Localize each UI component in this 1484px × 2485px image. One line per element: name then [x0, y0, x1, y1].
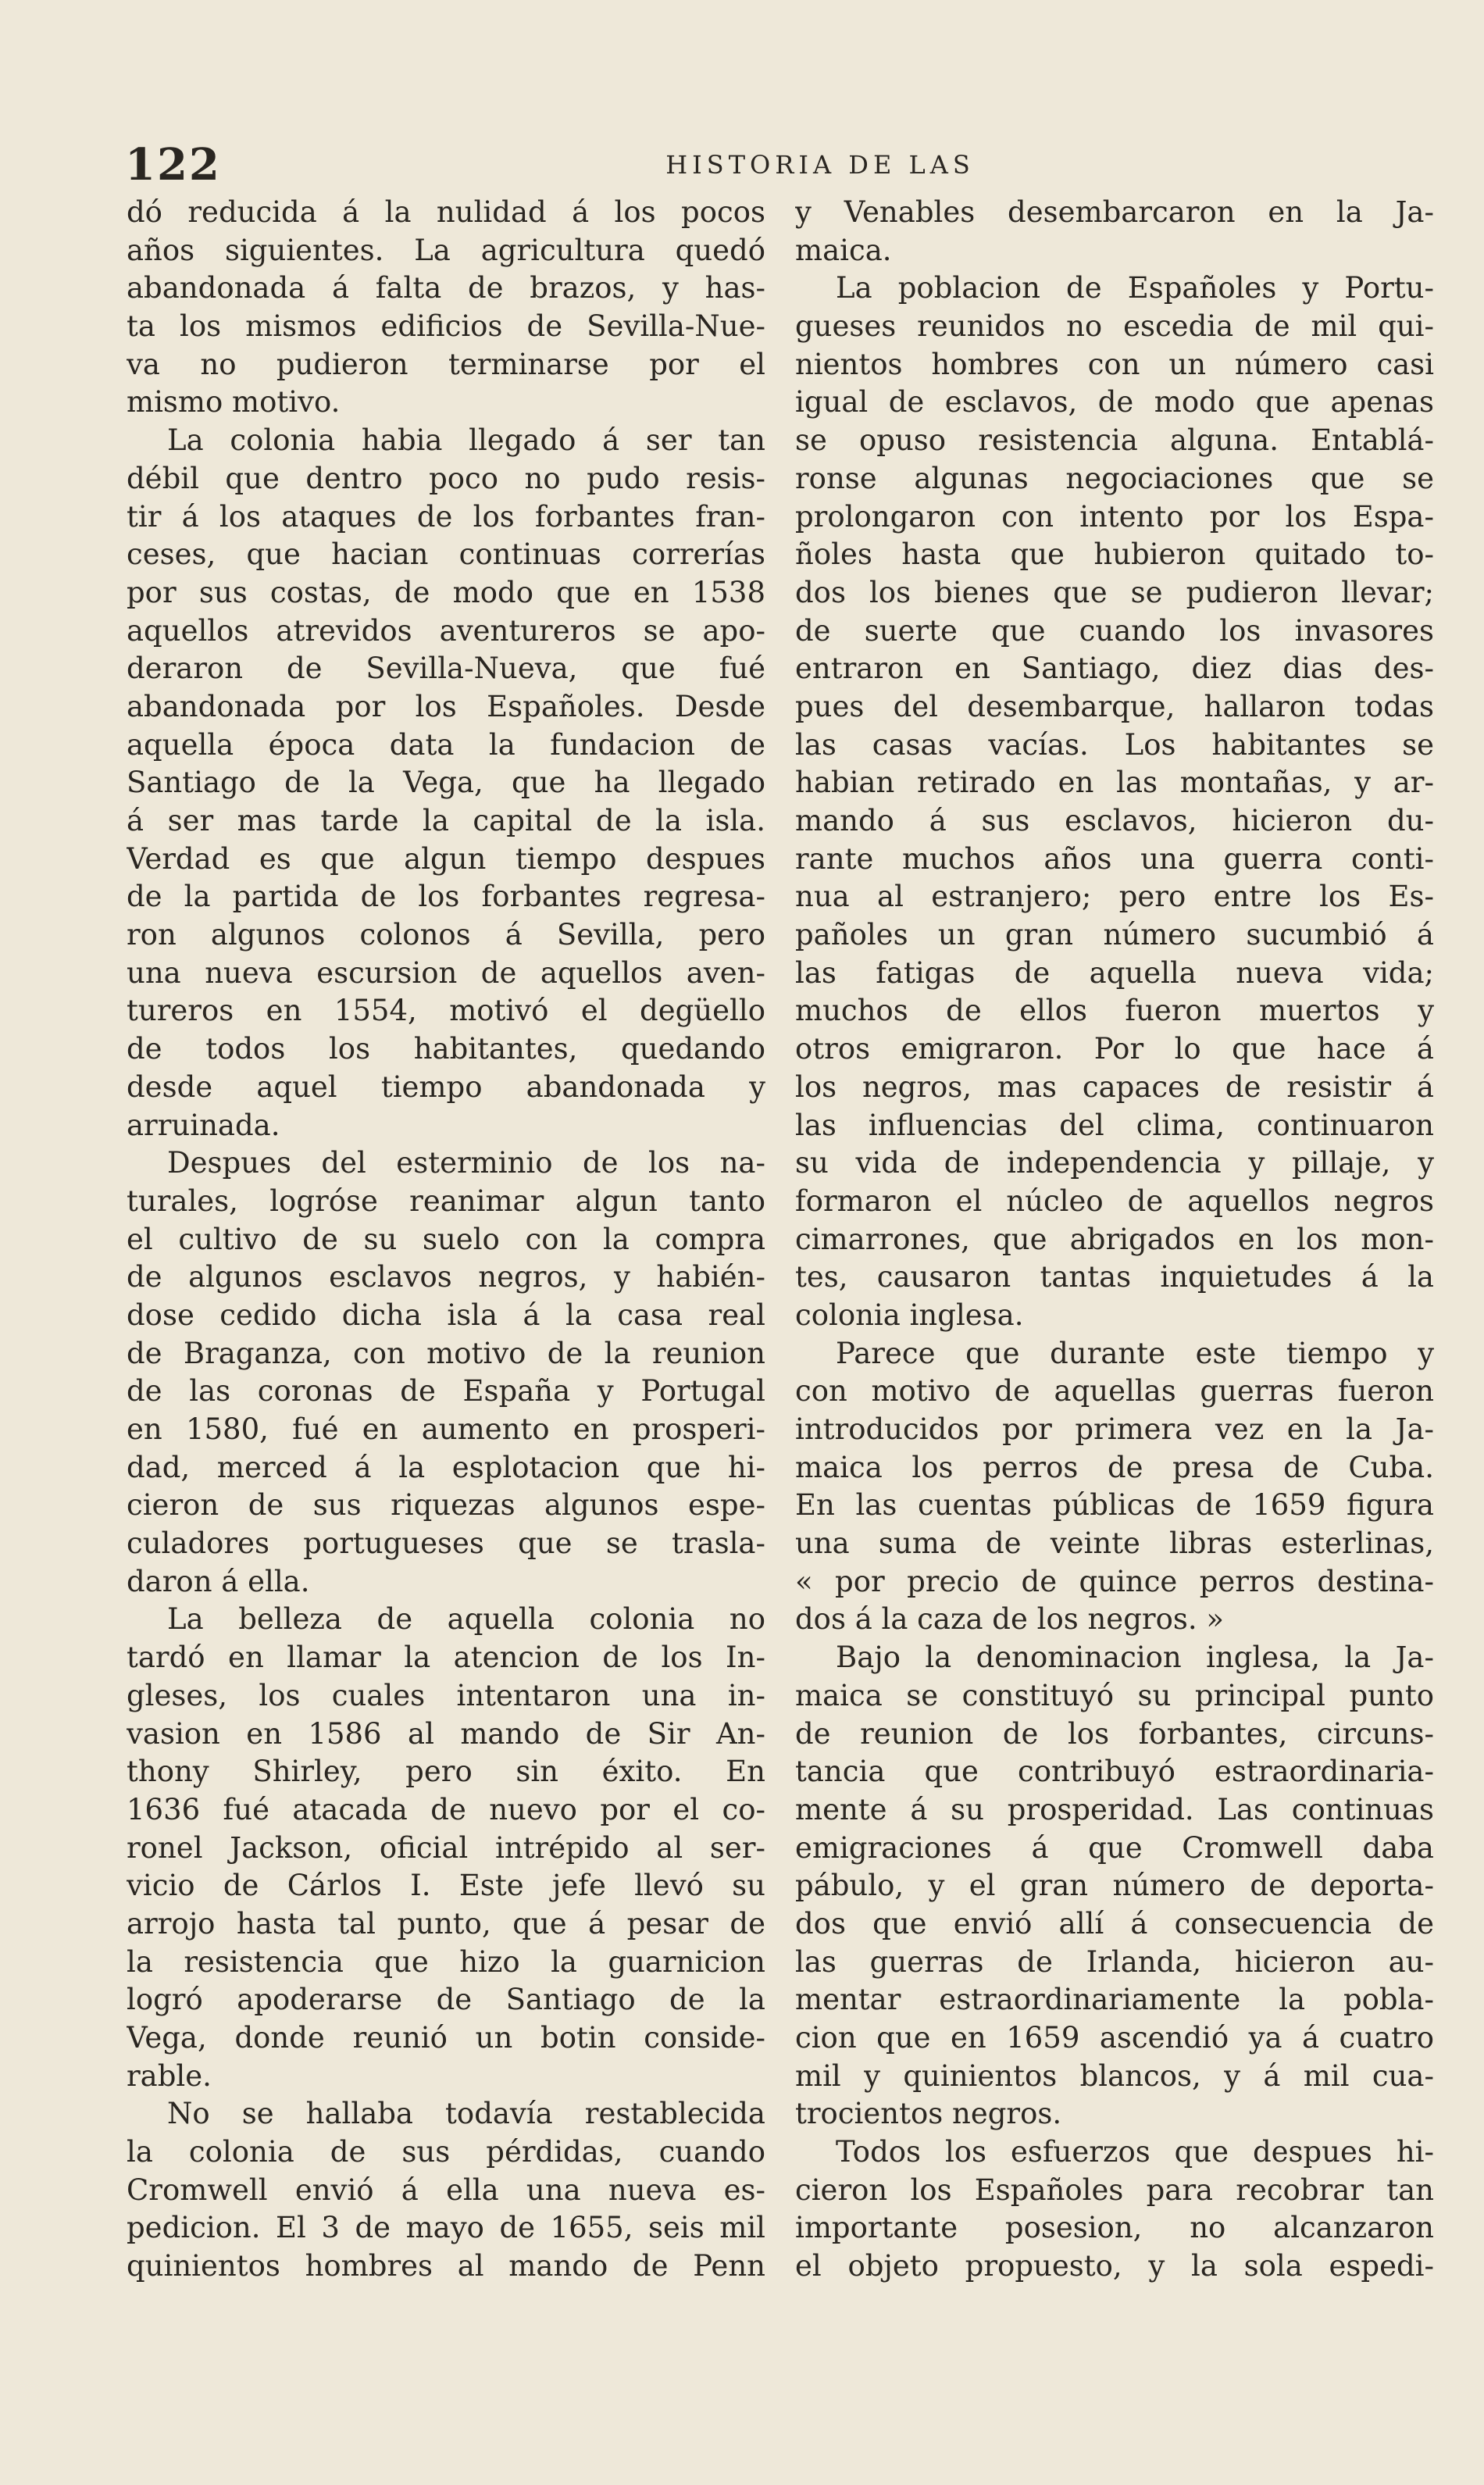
text-line: las influencias del clima, continuaron: [795, 1108, 1434, 1142]
text-line: de todos los habitantes, quedando: [127, 1032, 765, 1066]
text-line: la resistencia que hizo la guarnicion: [127, 1944, 765, 1979]
text-line: una suma de veinte libras esterlinas,: [795, 1526, 1434, 1561]
text-line: logró apoderarse de Santiago de la: [127, 1983, 765, 2017]
text-line: de las coronas de España y Portugal: [127, 1374, 765, 1409]
text-line: muchos de ellos fueron muertos y: [795, 994, 1434, 1028]
text-line: tir á los ataques de los forbantes fran-: [127, 499, 765, 534]
text-line: turales, logróse reanimar algun tanto: [127, 1184, 765, 1218]
text-line: tardó en llamar la atencion de los In-: [127, 1641, 765, 1675]
text-line: La belleza de aquella colonia no: [167, 1602, 765, 1637]
text-line: con motivo de aquellas guerras fueron: [795, 1374, 1434, 1409]
text-line: va no pudieron terminarse por el: [127, 347, 765, 381]
text-line: Vega, donde reunió un botin conside-: [127, 2021, 765, 2055]
text-line: dos á la caza de los negros. »: [795, 1602, 1225, 1637]
text-line: Santiago de la Vega, que ha llegado: [127, 766, 765, 800]
text-line: formaron el núcleo de aquellos negros: [795, 1184, 1434, 1218]
right-text-column: [795, 194, 1434, 2286]
text-line: nua al estranjero; pero entre los Es-: [795, 880, 1434, 914]
text-line: abandonada por los Españoles. Desde: [127, 689, 765, 723]
text-line: arrojo hasta tal punto, que á pesar de: [127, 1906, 765, 1941]
text-line: débil que dentro poco no pudo resis-: [127, 461, 765, 495]
text-line: cion que en 1659 ascendió ya á cuatro: [795, 2021, 1434, 2055]
text-line: 1636 fué atacada de nuevo por el co-: [127, 1792, 765, 1826]
text-line: arruinada.: [127, 1108, 280, 1142]
text-line: y Venables desembarcaron en la Ja-: [795, 195, 1434, 229]
text-line: mando á sus esclavos, hicieron du-: [795, 804, 1434, 837]
text-line: de suerte que cuando los invasores: [795, 613, 1434, 648]
text-line: las guerras de Irlanda, hicieron au-: [795, 1944, 1434, 1979]
text-line: por sus costas, de modo que en 1538: [127, 575, 765, 609]
left-text-column: [127, 194, 765, 2286]
text-line: nientos hombres con un número casi: [795, 347, 1434, 381]
text-line: el objeto propuesto, y la sola espedi-: [795, 2249, 1434, 2283]
text-line: otros emigraron. Por lo que hace á: [795, 1032, 1434, 1066]
text-line: habian retirado en las montañas, y ar-: [795, 766, 1434, 800]
text-line: de algunos esclavos negros, y habién-: [127, 1260, 765, 1294]
text-line: desde aquel tiempo abandonada y: [127, 1069, 765, 1104]
text-line: á ser mas tarde la capital de la isla.: [127, 804, 765, 837]
text-line: vicio de Cárlos I. Este jefe llevó su: [127, 1869, 765, 1903]
text-line: importante posesion, no alcanzaron: [795, 2211, 1434, 2245]
text-line: la colonia de sus pérdidas, cuando: [127, 2135, 765, 2169]
text-line: aquellos atrevidos aventureros se apo-: [127, 613, 765, 648]
text-line: de la partida de los forbantes regresa-: [127, 880, 765, 914]
text-line: tureros en 1554, motivó el degüello: [127, 994, 765, 1028]
text-line: « por precio de quince perros destina-: [795, 1564, 1434, 1598]
text-line: gueses reunidos no escedia de mil qui-: [795, 309, 1434, 344]
text-line: Parece que durante este tiempo y: [836, 1336, 1434, 1370]
text-line: culadores portugueses que se trasla-: [127, 1526, 765, 1561]
running-title: HISTORIA DE LAS: [665, 150, 975, 180]
text-line: las fatigas de aquella nueva vida;: [795, 955, 1434, 990]
page-number: 122: [125, 139, 221, 191]
text-line: dos que envió allí á consecuencia de: [795, 1906, 1434, 1941]
text-line: tes, causaron tantas inquietudes á la: [795, 1260, 1434, 1294]
text-line: pedicion. El 3 de mayo de 1655, seis mil: [127, 2211, 765, 2245]
text-line: abandonada á falta de brazos, y has-: [127, 271, 765, 305]
text-line: vasion en 1586 al mando de Sir An-: [127, 1716, 765, 1751]
text-line: mentar estraordinariamente la pobla-: [795, 1983, 1434, 2017]
text-line: en 1580, fué en aumento en prosperi-: [127, 1412, 765, 1446]
text-line: pues del desembarque, hallaron todas: [795, 689, 1434, 723]
text-line: rante muchos años una guerra conti-: [795, 841, 1434, 876]
text-line: rable.: [127, 2058, 212, 2093]
text-line: cieron los Españoles para recobrar tan: [795, 2173, 1434, 2207]
text-line: colonia inglesa.: [795, 1298, 1024, 1332]
text-line: igual de esclavos, de modo que apenas: [795, 385, 1434, 420]
text-line: ta los mismos edificios de Sevilla-Nue-: [127, 309, 765, 344]
text-line: dad, merced á la esplotacion que hi-: [127, 1450, 765, 1484]
text-line: aquella época data la fundacion de: [127, 727, 765, 762]
text-line: maica.: [795, 233, 892, 267]
text-line: de reunion de los forbantes, circuns-: [795, 1716, 1434, 1751]
text-line: dose cedido dicha isla á la casa real: [127, 1298, 765, 1332]
text-line: mente á su prosperidad. Las continuas: [795, 1792, 1434, 1826]
text-line: los negros, mas capaces de resistir á: [795, 1069, 1434, 1104]
page-header: [125, 139, 1437, 191]
text-line: el cultivo de su suelo con la compra: [127, 1222, 765, 1256]
text-line: ronse algunas negociaciones que se: [795, 461, 1434, 495]
text-line: años siguientes. La agricultura quedó: [127, 233, 765, 267]
text-line: pábulo, y el gran número de deporta-: [795, 1869, 1434, 1903]
text-line: La poblacion de Españoles y Portu-: [836, 271, 1434, 305]
text-line: quinientos hombres al mando de Penn: [127, 2249, 765, 2283]
text-line: pañoles un gran número sucumbió á: [795, 918, 1434, 952]
text-line: maica los perros de presa de Cuba.: [795, 1450, 1434, 1484]
text-line: introducidos por primera vez en la Ja-: [795, 1412, 1434, 1446]
text-line: entraron en Santiago, diez dias des-: [795, 652, 1434, 686]
text-line: cimarrones, que abrigados en los mon-: [795, 1222, 1434, 1256]
text-line: Todos los esfuerzos que despues hi-: [836, 2135, 1434, 2169]
text-line: ron algunos colonos á Sevilla, pero: [127, 918, 765, 952]
text-line: tancia que contribuyó estraordinaria-: [795, 1755, 1434, 1789]
text-line: La colonia habia llegado á ser tan: [167, 423, 765, 458]
text-line: gleses, los cuales intentaron una in-: [127, 1678, 765, 1712]
text-line: Despues del esterminio de los na-: [167, 1146, 765, 1180]
text-line: daron á ella.: [127, 1564, 310, 1598]
text-line: maica se constituyó su principal punto: [795, 1678, 1434, 1712]
text-line: una nueva escursion de aquellos aven-: [127, 955, 765, 990]
text-line: se opuso resistencia alguna. Entablá-: [795, 423, 1434, 458]
text-line: trocientos negros.: [795, 2097, 1062, 2131]
text-line: las casas vacías. Los habitantes se: [795, 727, 1434, 762]
text-line: ñoles hasta que hubieron quitado to-: [795, 537, 1434, 572]
text-line: su vida de independencia y pillaje, y: [795, 1146, 1434, 1180]
text-line: ronel Jackson, oficial intrépido al ser-: [127, 1830, 765, 1865]
text-line: dó reducida á la nulidad á los pocos: [127, 195, 765, 229]
text-line: ceses, que hacian continuas correrías: [127, 537, 765, 572]
text-line: No se hallaba todavía restablecida: [167, 2097, 765, 2131]
text-line: Verdad es que algun tiempo despues: [127, 841, 765, 876]
text-line: Cromwell envió á ella una nueva es-: [127, 2173, 765, 2207]
text-line: prolongaron con intento por los Espa-: [795, 499, 1434, 534]
text-line: de Braganza, con motivo de la reunion: [127, 1336, 765, 1370]
text-line: mil y quinientos blancos, y á mil cua-: [795, 2058, 1434, 2093]
text-line: Bajo la denominacion inglesa, la Ja-: [836, 1641, 1434, 1675]
text-line: En las cuentas públicas de 1659 figura: [795, 1488, 1434, 1523]
text-line: thony Shirley, pero sin éxito. En: [127, 1755, 765, 1789]
text-line: cieron de sus riquezas algunos espe-: [127, 1488, 765, 1523]
text-line: dos los bienes que se pudieron llevar;: [795, 575, 1434, 609]
text-line: mismo motivo.: [127, 385, 341, 420]
text-line: emigraciones á que Cromwell daba: [795, 1830, 1434, 1865]
text-line: deraron de Sevilla-Nueva, que fué: [127, 652, 765, 686]
